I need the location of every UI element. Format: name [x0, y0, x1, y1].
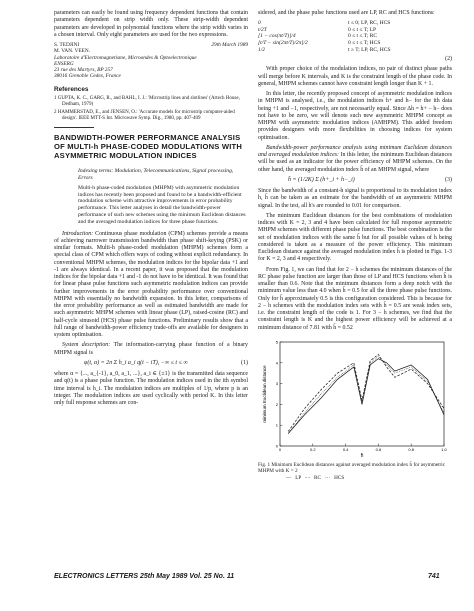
series-line-hcs — [288, 357, 444, 434]
analysis-section-leadin: Bandwidth-power performance analysis using minimum Euclidean distances and averaged modulation indices: — [258, 144, 452, 159]
indexing-terms: Indexing terms: Modulation, Telecommunications, Signal processing, Errors — [78, 168, 234, 181]
right-paragraph-4: Since the bandwidth of a constant-h signal is proportional to its modulation index h, h̄ can be taken as an estimate for the bandwidth of an asymmetric MHPM signal. In the test, all h's are rounded to 0.01 for comparison. — [258, 188, 452, 209]
y-tick-label: 5 — [275, 339, 278, 345]
references-list — [54, 96, 248, 122]
series-line-rc — [288, 354, 444, 431]
equation-3 — [258, 177, 452, 184]
x-tick-label: 0 — [278, 446, 282, 452]
article-title: BANDWIDTH-POWER PERFORMANCE ANALYSIS OF MULTI-h PHASE-CODED MODULATIONS WITH ASYMMETRIC MODULATION INDICES — [54, 133, 243, 160]
section-divider — [54, 127, 94, 128]
x-tick-label: 0.2 — [310, 446, 316, 452]
signature-block — [54, 42, 248, 80]
equation-2-number: (2) — [445, 56, 452, 63]
equation-3-number: (3) — [445, 176, 452, 183]
chart-lines — [288, 354, 444, 433]
author-name-2: M. VAN. VEEN. — [54, 48, 91, 55]
equation-3-body: h̄ = (1/2K) Σ (h+_i + h−_i) — [288, 176, 355, 183]
left-column — [54, 10, 248, 410]
chart-ticks — [276, 339, 448, 452]
reference-item: 1 GUPTA, K. C., GARG, R., and BAHL, I. J.: 'Microstrip lines and slotlines' (Artech House, Dedham, 1979) — [54, 96, 240, 108]
chart-frame — [280, 342, 444, 446]
figure-1-chart — [258, 336, 452, 460]
legend-lp: LP — [295, 475, 302, 482]
reference-item: 2 HAMMERSTAD, E., and JENSEN, O.: 'Accurate models for microstrip computer-aided design'. IEEE MTT-S Int. Microwave Symp. Dig., 1980, pp. 407-409 — [54, 110, 235, 122]
introduction-leadin: Introduction: — [62, 230, 94, 237]
affiliation-line-1: Laboratoire d'Electromagnetisme, Microondes & Optoelectronique — [54, 54, 197, 61]
affiliation-line-2: ENSERG — [54, 60, 74, 67]
author-name-1: S. TEDJINI — [54, 42, 80, 48]
chart-xlabel: h̄ — [360, 452, 364, 459]
signature-date: 29th March 1989 — [211, 42, 248, 48]
system-description-paragraph: System description: The information-carrying phase function of a binary MHPM signal is — [54, 342, 248, 356]
right-paragraph-5: The minimum Euclidean distances for the best combinations of modulation indices with K = 2, 3 and 4 have been calculated for full response asymmetric MHPM schemes with different phase pulse functions. The best combination is the set of modulation indices with the same h̄ but for all possible values of h being considered is taken as a measure of the power efficiency. This minimum Euclidean distance against the averaged modulation index h̄ is plotted in Figs. 1-3 for K = 2, 3 and 4 respectively. — [258, 212, 452, 263]
y-tick-label: 0 — [275, 443, 278, 449]
figure-1-legend: — LP - - RC ··· HCS — [286, 475, 345, 482]
left-tail-paragraph: where α = {..., a_{-1}, a_0, a_1, ...}, a_i ∈ {±1} is the transmitted data sequence and q(t) is a phase pulse function. The modulation indices used in the ith symbol time interval is h_i. The modulation indices are multiples of 1/p, where p is an integer. The modulation indices are used cyclically with period K. In this letter only full response schemes are con- — [54, 371, 248, 407]
analysis-section-paragraph: Bandwidth-power performance analysis using minimum Euclidean distances and averaged modulation indices: In this letter, the minimum Euclidean distances will be used as an indicator for the power efficiency of MHPM schemes. On the other hand, the averaged modulation index h̄ of an MHPM signal, where — [258, 144, 452, 173]
equation-1-body: φ(t, α) = 2π Σ h_i a_i q(t − iT), −∞ ≤ t ≤ ∞ — [84, 359, 188, 366]
x-tick-label: 1.0 — [441, 446, 447, 452]
references-heading: References — [54, 85, 89, 93]
right-paragraph-2: In this letter, the recently proposed concept of asymmetric modulation indices in MHPM is analysed, i.e., the modulation indices h+ and h− for the ith data being +1 and −1, respectively, are not necessarily equal. Since Δh = h+ − h− does not have to be zero, we will denote such new asymmetric MHPM concept as MHPM with asymmetric modulation indices (AMHPM). This added freedom provides designers with more flexibilities in choosing indices for system optimisation. — [258, 91, 452, 141]
y-tick-label: 4 — [275, 360, 278, 366]
figure-1-caption: Fig. 1 Minimum Euclidean distances against averaged modulation index h̄ for asymmetric MHPM with K = 2 — [258, 461, 445, 475]
x-tick-label: 0.8 — [408, 446, 414, 452]
equation-2-cases: 0 t ≤ 0; LP, RC, HCS t/2T 0 ≤ t ≤ T; LP [1 − cos(πt/T)]/4 0 ≤ t ≤ T; RC [t/T − sin(2πt/T)/2π]/2 0 ≤ t ≤ T; HCS 1/2 t ≥ T; LP, RC, HCS — [258, 20, 391, 53]
abstract: Multi-h phase-coded modulation (MHPM) with asymmetric modulation indices has recently been proposed and found to be a bandwidth-efficient modulation scheme with attractive improvements in error probability performance. This letter analyses in detail the bandwidth-power performance of such new schemes using the minimum Euclidean distances and the averaged modulation indices for three phase functions. — [78, 184, 246, 225]
series-line-lp — [288, 359, 444, 434]
affiliation-line-3: 23 rue des Martyrs, BP 257 — [54, 67, 113, 74]
left-top-paragraph: parameters can easily be found using frequency dependent functions that contain parameters dependent on strip width only. These strip-width dependent parameters are developed in polynomial functions where the strip width varies in a chosen interval. Only eight parameters are used for the two expressions. — [54, 10, 248, 38]
x-tick-label: 0.4 — [342, 446, 349, 452]
right-paragraph-1: With proper choice of the modulation indices, no pair of distinct phase paths will merge before K intervals, and K is the constraint length of the phase code. In general, MHPM schemes cannot have constraint length longer than K + 1. — [258, 66, 452, 87]
x-tick-label: 0.6 — [375, 446, 382, 452]
journal-footer: ELECTRONICS LETTERS 25th May 1989 Vol. 25 No. 11 — [54, 573, 235, 580]
y-tick-label: 3 — [275, 381, 278, 387]
page-number: 741 — [428, 573, 440, 580]
chart-ylabel: minimum Euclidean distance — [262, 365, 267, 423]
legend-rc: RC — [314, 475, 321, 482]
affiliation-line-4: 38016 Grenoble Cedex, France — [54, 73, 121, 80]
introduction-paragraph: Introduction: Continuous phase modulation (CPM) schemes provide a means of achieving narrower transmission bandwidth than phase shift-keying (PSK) or similar formats. Multi-h phase-coded modulation (MHPM) schemes form a special class of CPM which offers ways of coding without explicit redundancy. In conventional MHPM schemes, the modulation indices for the bipolar data +1 and -1 are always identical. In a recent paper, it was proposed that the modulation indices for the bipolar data +1 and -1 do not have to be identical. It was found that for linear phase pulse functions such asymmetric modulation indices can provide further improvements in the error probability performance over conventional MHPM with essentially no bandwidth expansion. In this letter, comparisons of the error probability performance as well as estimated bandwidth are made for such asymmetric MHPM schemes with linear phase (LP), raised-cosine (RC) and half-cycle sinusoid (HCS) phase pulse functions. Preliminary results show that a full range of bandwidth-power efficiency trade-offs are available for designers in system optimisation. — [54, 230, 248, 339]
system-description-leadin: System description: — [62, 342, 111, 349]
figure-1 — [258, 336, 452, 460]
equation-1 — [54, 360, 248, 367]
right-paragraph-6: From Fig. 1, we can find that for 2 − h schemes the minimum distances of the RC phase pulse function are larger than those of LP and HCS functions when h̄ is smaller than 0.6. Note that the minimum distances form a deep notch with the minimum value less than 4.0 when h̄ = 0.5 for all the three phase pulse functions. Only for h̄ approximately 0.5 is this configuration considered. This is because for 2 − h schemes with the modulation index sets with h̄ = 0.5 are weak index sets, i.e. the constraint length of the code is 1. For 3 − h schemes, we find that the constraint length is K and the highest power efficiency will be achieved at a minimum distance of 7.81 with h̄ = 0.52 — [258, 266, 452, 331]
legend-hcs: HCS — [334, 475, 345, 482]
right-top-paragraph: sidered, and the phase pulse functions used are LP, RC and HCS functions: — [258, 10, 435, 16]
equation-1-number: (1) — [241, 359, 248, 366]
right-column — [258, 10, 452, 483]
y-tick-label: 2 — [275, 401, 278, 407]
y-tick-label: 1 — [275, 422, 278, 428]
